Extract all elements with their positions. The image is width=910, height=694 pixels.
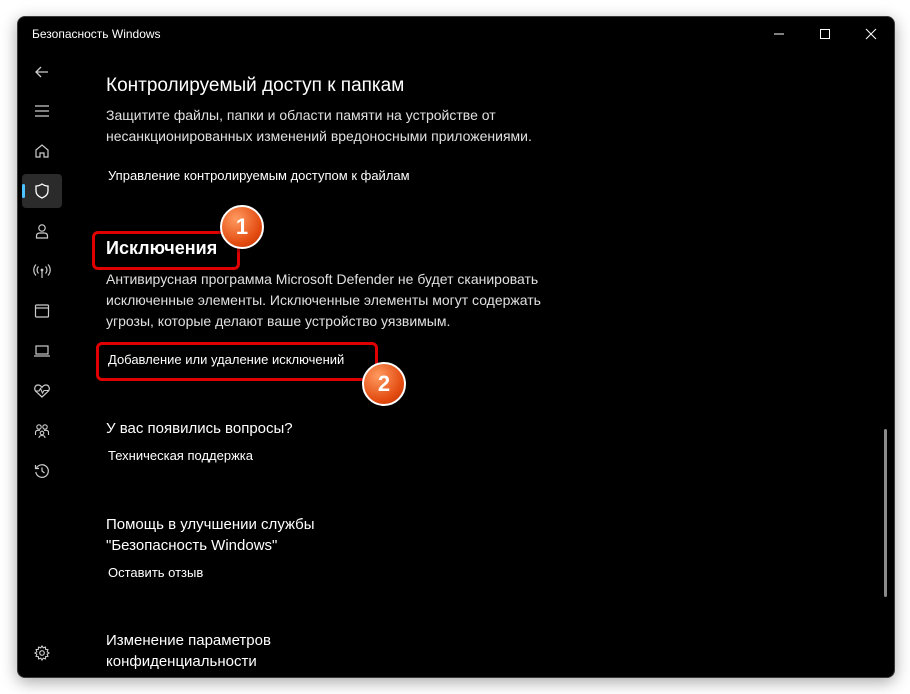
history-icon — [34, 463, 50, 479]
sidebar-item-device-security[interactable] — [22, 334, 62, 368]
folder-access-desc-line2: несанкционированных изменений вредоносными приложениями. — [106, 128, 532, 144]
sidebar-item-virus-protection[interactable] — [22, 174, 62, 208]
sidebar-item-family[interactable] — [22, 414, 62, 448]
sidebar-item-device-health[interactable] — [22, 374, 62, 408]
privacy-title-line2: конфиденциальности — [106, 653, 257, 670]
sidebar-item-home[interactable] — [22, 134, 62, 168]
sidebar-item-history[interactable] — [22, 454, 62, 488]
exclusions-title: Исключения — [106, 238, 218, 258]
shield-icon — [34, 183, 50, 199]
manage-folder-access-link[interactable]: Управление контролируемым доступом к файлам — [108, 168, 410, 183]
sidebar-item-settings[interactable] — [22, 636, 62, 670]
gear-icon — [34, 645, 50, 661]
feedback-title-line2: "Безопасность Windows" — [106, 537, 278, 554]
sidebar-item-account[interactable] — [22, 214, 62, 248]
annotation-box-exclusions — [92, 231, 240, 270]
sidebar-item-firewall[interactable] — [22, 254, 62, 288]
menu-button[interactable] — [22, 94, 62, 128]
home-icon — [34, 143, 50, 159]
exclusions-desc-line1: Антивирусная программа Microsoft Defender не будет сканировать — [106, 271, 539, 287]
app-browser-icon — [34, 303, 50, 319]
back-arrow-icon — [34, 64, 50, 80]
tech-support-link[interactable]: Техническая поддержка — [108, 448, 253, 463]
add-remove-exclusions-link[interactable]: Добавление или удаление исключений — [108, 352, 345, 367]
feedback-title-line1: Помощь в улучшении службы — [106, 516, 315, 533]
annotation-badge-2: 2 — [362, 362, 406, 406]
sidebar — [18, 51, 66, 677]
person-icon — [34, 223, 50, 239]
back-button[interactable] — [22, 55, 62, 89]
leave-feedback-link[interactable]: Оставить отзыв — [108, 565, 204, 580]
folder-access-desc-line1: Защитите файлы, папки и области памяти на устройстве от — [106, 107, 496, 123]
privacy-title-line1: Изменение параметров — [106, 632, 271, 649]
heart-pulse-icon — [33, 383, 51, 399]
annotation-badge-1: 1 — [220, 205, 264, 249]
family-icon — [33, 423, 51, 439]
window-title: Безопасность Windows — [32, 27, 161, 41]
hamburger-menu-icon — [34, 103, 50, 119]
exclusions-desc-line3: угрозы, которые делают ваше устройство уязвимым. — [106, 313, 451, 329]
vertical-scrollbar[interactable] — [884, 429, 887, 597]
sidebar-item-app-browser[interactable] — [22, 294, 62, 328]
exclusions-desc-line2: исключенные элементы. Исключенные элементы могут содержать — [106, 292, 541, 308]
annotation-box-add-remove — [96, 342, 378, 381]
questions-title: У вас появились вопросы? — [106, 420, 293, 437]
wifi-antenna-icon — [33, 263, 51, 279]
laptop-icon — [33, 343, 51, 359]
folder-access-title: Контролируемый доступ к папкам — [106, 75, 405, 96]
